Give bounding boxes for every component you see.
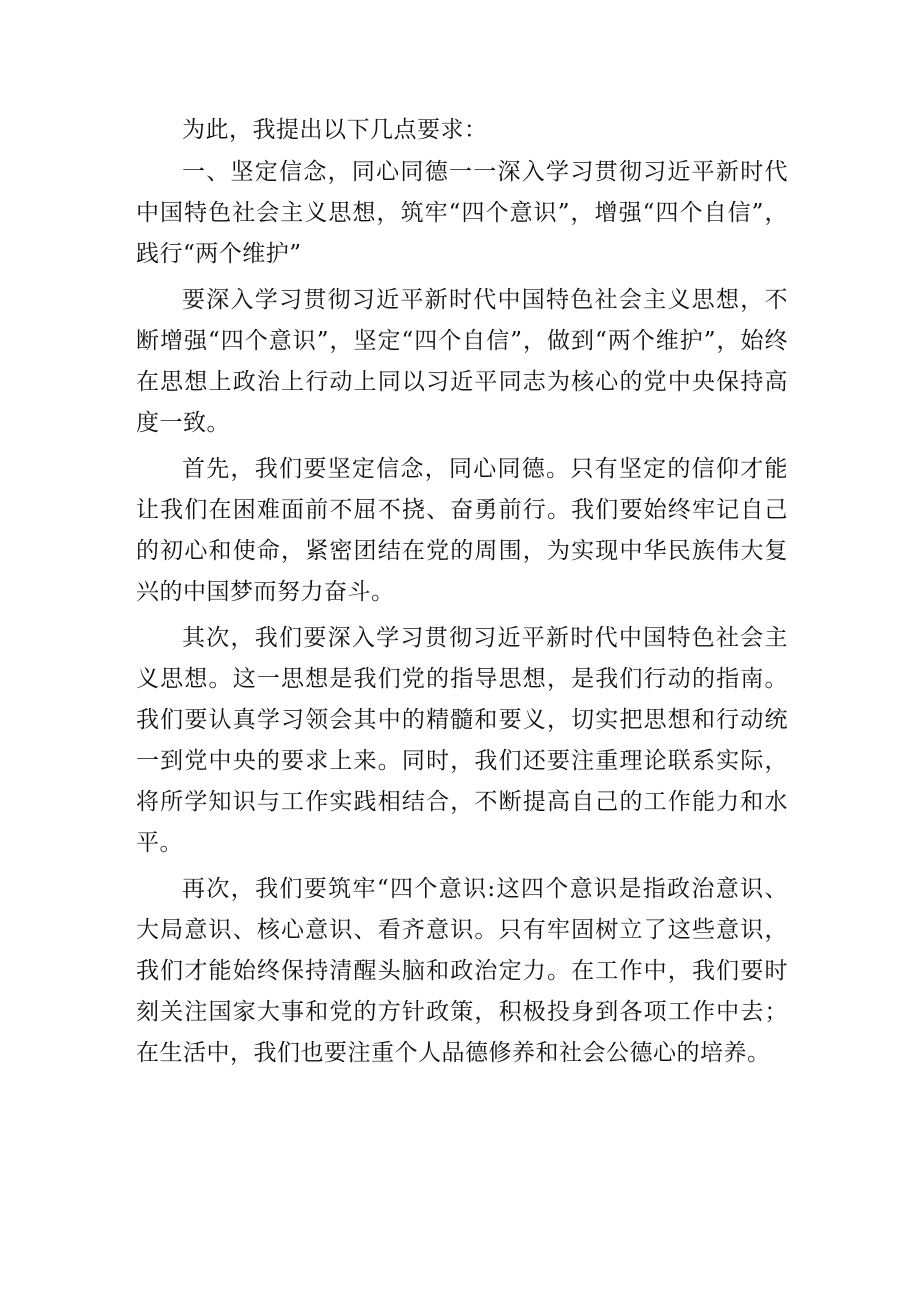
body-paragraph-requirement: 要深入学习贯彻习近平新时代中国特色社会主义思想，不断增强“四个意识”，坚定“四个自信”，做到“两个维护”，始终在思想上政治上行动上同以习近平同志为核心的党中央保持高度一致。	[136, 287, 788, 436]
document-body	[136, 110, 788, 1079]
body-paragraph-second: 其次，我们要深入学习贯彻习近平新时代中国特色社会主义思想。这一思想是我们党的指导思想，是我们行动的指南。我们要认真学习领会其中的精髓和要义，切实把思想和行动统一到党中央的要求上来。同时，我们还要注重理论联系实际，将所学知识与工作实践相结合，不断提高自己的工作能力和水平。	[136, 625, 788, 856]
section-heading: 一、坚定信念，同心同德一一深入学习贯彻习近平新时代中国特色社会主义思想，筑牢“四个意识”，增强“四个自信”，践行“两个维护”	[136, 159, 788, 267]
intro-paragraph: 为此，我提出以下几点要求：	[182, 117, 488, 143]
body-paragraph-third: 再次，我们要筑牢“四个意识:这四个意识是指政治意识、大局意识、核心意识、看齐意识。只有牢固树立了这些意识，我们才能始终保持清醒头脑和政治定力。在工作中，我们要时刻关注国家大事和党的方针政策，积极投身到各项工作中去；在生活中，我们也要注重个人品德修养和社会公德心的培养。	[136, 876, 788, 1066]
body-paragraph-first: 首先，我们要坚定信念，同心同德。只有坚定的信仰才能让我们在困难面前不屈不挠、奋勇前行。我们要始终牢记自己的初心和使命，紧密团结在党的周围，为实现中华民族伟大复兴的中国梦而努力奋斗。	[136, 456, 788, 605]
